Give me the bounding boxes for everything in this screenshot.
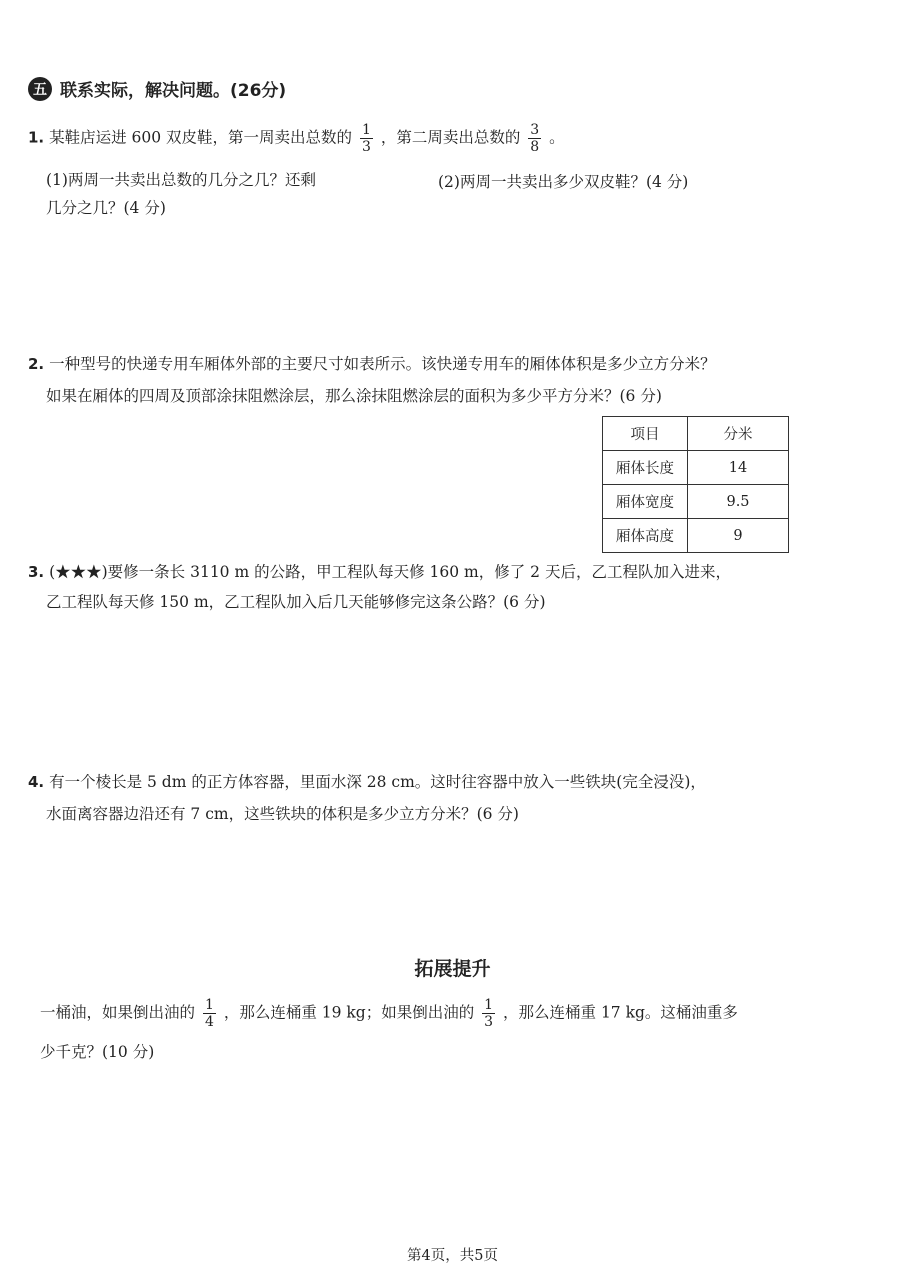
question-text: 一种型号的快递专用车厢体外部的主要尺寸如表所示。该快递专用车的厢体体积是多少立方分米？ [49, 355, 716, 373]
table-cell: 厢体宽度 [603, 485, 688, 519]
table-header-cell: 分米 [688, 417, 789, 451]
question-text: 一桶油，如果倒出油的 [40, 1003, 196, 1022]
question-text: 某鞋店运进 600 双皮鞋，第一周卖出总数的 [49, 128, 353, 147]
fraction [360, 122, 373, 155]
question-1-sub1-line1: (1)两周一共卖出总数的几分之几？还剩 [46, 171, 316, 189]
table-cell: 9 [688, 519, 789, 553]
question-2-line2: 如果在厢体的四周及顶部涂抹阻燃涂层，那么涂抹阻燃涂层的面积为多少平方分米？(6 分) [46, 387, 662, 405]
table-cell: 厢体长度 [603, 451, 688, 485]
fraction-numerator: 3 [530, 122, 540, 138]
question-3-line2: 乙工程队每天修 150 m，乙工程队加入后几天能够修完这条公路？(6 分) [46, 593, 546, 611]
question-text: ，那么连桶重 19 kg；如果倒出油的 [223, 1003, 475, 1022]
question-text: ，第二周卖出总数的 [380, 128, 521, 147]
question-1-sub1-line2: 几分之几？(4 分) [46, 199, 166, 217]
extension-line1 [40, 997, 738, 1030]
section-header [28, 76, 286, 101]
fraction [203, 997, 216, 1030]
question-4-line1 [28, 770, 706, 794]
page-footer: 第4页，共5页 [407, 1248, 498, 1264]
fraction-denominator: 8 [530, 139, 540, 155]
section-badge: 五 [28, 77, 52, 101]
question-3-line1 [28, 560, 731, 584]
fraction [528, 122, 541, 155]
question-number: 4. [28, 773, 45, 791]
question-text: 有一个棱长是 5 dm 的正方体容器，里面水深 28 cm。这时往容器中放入一些铁块(完全浸没)， [49, 773, 706, 791]
dimensions-table [602, 416, 789, 553]
question-number: 2. [28, 355, 45, 373]
table-row [603, 519, 789, 553]
extension-line2: 少千克？(10 分) [40, 1043, 155, 1061]
question-number: 1. [28, 128, 45, 147]
fraction-denominator: 3 [484, 1014, 494, 1030]
table-cell: 厢体高度 [603, 519, 688, 553]
table-row [603, 485, 789, 519]
question-text: 。 [549, 128, 565, 147]
question-number: 3. [28, 563, 45, 581]
table-header-row [603, 417, 789, 451]
fraction-numerator: 1 [484, 997, 494, 1013]
question-1 [28, 122, 565, 155]
table-header-cell: 项目 [603, 417, 688, 451]
question-2-line1 [28, 352, 716, 376]
fraction-denominator: 4 [204, 1014, 214, 1030]
question-4-line2: 水面离容器边沿还有 7 cm，这些铁块的体积是多少立方分米？(6 分) [46, 805, 519, 823]
extension-title: 拓展提升 [414, 958, 491, 980]
fraction-denominator: 3 [361, 139, 371, 155]
question-1-sub2: (2)两周一共卖出多少双皮鞋？(4 分) [438, 173, 689, 191]
table-cell: 9.5 [688, 485, 789, 519]
table-row [603, 451, 789, 485]
fraction-numerator: 1 [204, 997, 214, 1013]
table-cell: 14 [688, 451, 789, 485]
fraction-numerator: 1 [361, 122, 371, 138]
question-text: ，那么连桶重 17 kg。这桶油重多 [503, 1003, 738, 1022]
fraction [482, 997, 495, 1030]
question-text: (★★★)要修一条长 3110 m 的公路，甲工程队每天修 160 m，修了 2 天后，乙工程队加入进来， [49, 563, 731, 581]
section-title: 联系实际，解决问题。(26分) [60, 81, 287, 101]
